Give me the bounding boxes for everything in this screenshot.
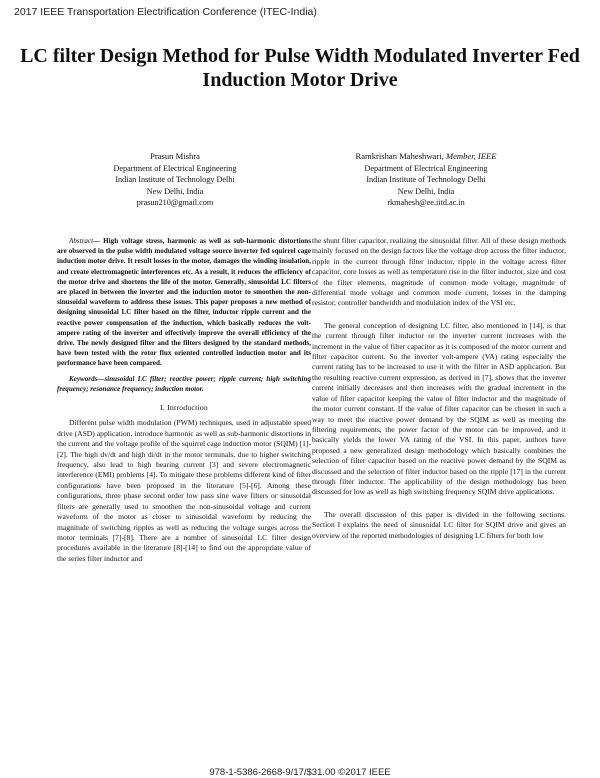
author-name: Prasun Mishra [150,151,200,161]
author-institute: Indian Institute of Technology Delhi [366,175,486,184]
author-city: New Delhi, India [397,186,455,196]
author-name: Ramkrishan Maheshwari, [355,151,444,161]
keywords-text: sinusoidal LC filter; reactive power; ripple current; high switching frequency; resonance frequency; induction motor. [57,374,311,393]
abstract-sep: — [93,237,104,245]
keywords-label: Keywords— [69,374,105,383]
author-role: Member, IEEE [445,151,497,161]
author-department: Department of Electrical Engineering [364,163,488,173]
keywords [57,374,311,394]
copyright-footer: 978-1-5386-2668-9/17/$31.00 ©2017 IEEE [209,767,391,778]
conference-header: 2017 IEEE Transportation Electrification Conference (ITEC-India) [14,6,317,18]
right-column [312,236,566,541]
intro-paragraph-1: Different pulse width modulation (PWM) techniques, used in adjustable speed drive (ASD) application, introduce harmonic as well as sub-harmonic distortions in the current and the voltage profile of the squirrel cage induction motor (SQIM) [1]-[2]. The high dv/dt and high di/dt in the motor terminals, due to higher switching frequency, also lead to high bearing current [3] and severe electromagnetic interference (EMI) problems [4]. To mitigate these problems different kind of filter configurations have been proposed in the literature [5]-[6]. Among these configurations, three phase second order low pass sine wave filters or sinusoidal filters are generally used to smoothen the non-sinusoidal voltage and current waveform of the motor as closer to sinusoidal waveform by reducing the magnitude of switching ripples as well as reducing the voltage surges across the motor terminals [7]-[8]. There are a number of sinusoidal LC filter design procedures available in the literature [8]-[14] to find out the appropriate value of the series filter inductor and [57,418,311,563]
right-paragraph-3: The overall discussion of this paper is divided in the following sections. Section I explains the need of sinusoidal LC filter for SQIM drive and gives an overview of the reported methodologies of designing LC filters for both low [312,509,566,540]
author-email: prasun210@gmail.com [136,198,214,207]
author-email: rkmahesh@ee.iitd.ac.in [387,198,465,207]
author-block-1 [60,151,290,209]
abstract [57,236,311,369]
abstract-label: Abstract [69,237,94,245]
section-heading-introduction: I. Introduction [159,403,209,413]
author-block-2 [311,151,541,209]
author-name-line [311,151,541,163]
left-column [57,236,311,564]
author-institute: Indian Institute of Technology Delhi [115,175,235,184]
author-city: New Delhi, India [146,186,204,196]
abstract-text: High voltage stress, harmonic as well as sub-harmonic distortions are observed in the pulse width modulated voltage source inverter fed squirrel cage induction motor drive. It result losses in the motor, damages the winding insulation, and create electromagnetic interferences etc. As a result, it reduces the efficiency of the motor drive and shortens the life of the motor. Generally, sinusoidal LC filters are placed in between the inverter and the induction motor to smoothen the non-sinusoidal waveform to address these issues. This paper proposes a new method of designing sinusoidal LC filter based on the filter, inductor ripple current and the reactive power compensation of the induction, which basically reduces the volt-ampere rating of the inverter and effectively improve the overall efficiency of the drive. The newly designed filter and the filters designed by the standard methods, have been tested with the rotor flux oriented controlled induction motor and its performance have been compared. [57,237,311,368]
right-paragraph-1: the shunt filter capacitor, realizing the sinusoidal filter. All of these design methods mainly focused on the design factors like the voltage drop across the filter inductor, ripple in the current through filter inductor, ripple in the voltage across filter capacitor, core losses as well as temperature rise in the filter inductor, size and cost of the filter elements, magnitude of common mode voltage, magnitude of differential mode voltage and common mode current, losses in the damping resistor, controller bandwidth and modulation index of the VSI etc. [312,236,566,308]
paper-title: LC filter Design Method for Pulse Width Modulated Inverter Fed Induction Motor Drive [20,45,580,91]
right-paragraph-2: The general conception of designing LC filter, also mentioned in [14], is that the current through filter inductor or the inverter current increases with the increment in the value of filter capacitor as it is composed of the motor current and filter capacitor current. So the inverter volt-ampere (VA) rating especially the current rating has to be increased to use it with the filter in ASD application. But the resulting reactive current expression, as derived in [7], shows that the inverter current initially decreases and then increases with the gradual increment in the value of filter capacitor keeping the value of filter inductor and the magnitude of the motor current constant. If the value of filter capacitor can be chosen in such a way to meet the reactive power demand by the SQIM as well as meeting the filtering requirements, the power factor of the motor can be improved, and it basically yields the lower VA rating of the VSI. In this paper, authors have proposed a new generalized design methodology which basically combines the selection of filter capacitor based on the reactive power demand by the SQIM as discussed and the selection of filter inductor based on the ripple [17] in the current through filter inductor. The applicability of the design methodology has been discussed for low as well as high switching frequency SQIM drive applications. [312,320,566,497]
author-department: Department of Electrical Engineering [113,163,237,173]
